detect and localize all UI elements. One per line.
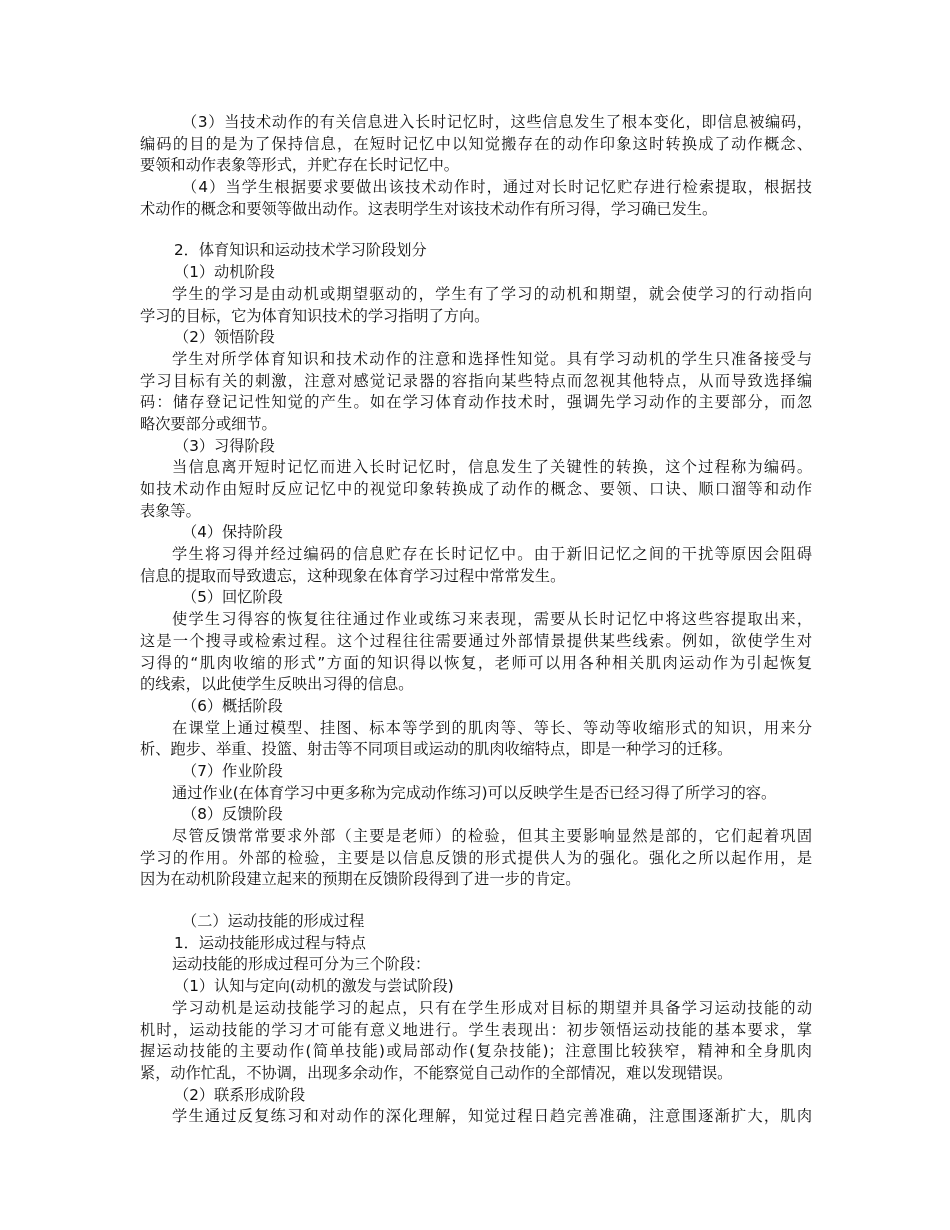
text-line: （3）习得阶段 [174, 436, 275, 455]
document-body [140, 112, 812, 1128]
text-line: 如技术动作由短时反应记忆中的视觉印象转换成了动作的概念、要领、口诀、顺口溜等和动作 [140, 480, 812, 498]
text-line: （2）领悟阶段 [174, 328, 275, 347]
text-line: （6）概括阶段 [182, 696, 283, 715]
text-line: （4）当学生根据要求要做出该技术动作时，通过对长时记忆贮存进行检索提取，根据技 [182, 178, 812, 197]
text-line: 学习的作用。外部的检验，主要是以信息反馈的形式提供人为的强化。强化之所以起作用，是 [140, 848, 812, 867]
text-line: 机时，运动技能的学习才可能有意义地进行。学生表现出：初步领悟运动技能的基本要求，掌 [140, 1020, 812, 1039]
text-line: 运动技能的形成过程可分为三个阶段： [172, 955, 431, 974]
text-line: （2）联系形成阶段 [174, 1085, 306, 1104]
text-line: 尽管反馈常常要求外部（主要是老师）的检验，但其主要影响显然是部的，它们起着巩固 [172, 827, 812, 845]
text-line: 紧，动作忙乱，不协调，出现多余动作，不能察觉自己动作的全部情况，难以发现错误。 [140, 1063, 733, 1082]
text-line: 通过作业(在体育学习中更多称为完成动作练习)可以反映学生是否已经习得了所学习的容。 [172, 783, 777, 802]
text-line: 学生将习得并经过编码的信息贮存在长时记忆中。由于新旧记忆之间的干扰等原因会阻碍 [172, 545, 812, 564]
text-line: 握运动技能的主要动作(简单技能)或局部动作(复杂技能)；注意围比较狭窄，精神和全身肌肉 [140, 1042, 812, 1061]
text-line: 术动作的概念和要领等做出动作。这表明学生对该技术动作有所习得，学习确已发生。 [140, 199, 718, 218]
text-line: 学生对所学体育知识和技术动作的注意和选择性知觉。具有学习动机的学生只准备接受与 [172, 349, 812, 368]
text-line: 信息的提取而导致遗忘，这种现象在体育学习过程中常常发生。 [140, 566, 566, 585]
text-line: （7）作业阶段 [182, 761, 283, 780]
text-line: 这是一个搜寻或检索过程。这个过程往往需要通过外部情景提供某些线索。例如，欲使学生对 [140, 631, 812, 650]
text-line: 编码的目的是为了保持信息，在短时记忆中以知觉搬存在的动作印象这时转换成了动作概念、 [140, 134, 812, 153]
text-line: （1）动机阶段 [174, 263, 275, 282]
text-line: 1．运动技能形成过程与特点 [174, 933, 366, 952]
text-line: 因为在动机阶段建立起来的预期在反馈阶段得到了进一步的肯定。 [140, 870, 581, 889]
text-line: 学生通过反复练习和对动作的深化理解，知觉过程日趋完善准确，注意围逐渐扩大，肌肉 [172, 1107, 812, 1126]
text-line: 学习的目标，它为体育知识技术的学习指明了方向。 [140, 306, 490, 325]
text-line: 学习动机是运动技能学习的起点，只有在学生形成对目标的期望并具备学习运动技能的动 [172, 998, 812, 1017]
text-line: 表象等。 [140, 501, 201, 520]
text-line: 使学生习得容的恢复往往通过作业或练习来表现，需要从长时记忆中将这些容提取出来， [172, 610, 812, 629]
text-line: 要领和动作表象等形式，并贮存在长时记忆中。 [140, 156, 459, 175]
text-line: 略次要部分或细节。 [140, 414, 277, 433]
text-line: 当信息离开短时记忆而进入长时记忆时，信息发生了关键性的转换，这个过程称为编码。 [172, 458, 812, 477]
text-line: （1）认知与定向(动机的激发与尝试阶段) [174, 977, 454, 996]
text-line: （3）当技术动作的有关信息进入长时记忆时，这些信息发生了根本变化，即信息被编码， [182, 113, 812, 131]
text-line: 习得的“肌肉收缩的形式”方面的知识得以恢复，老师可以用各种相关肌肉运动作为引起恢复 [140, 653, 812, 672]
paragraph-gap [140, 220, 812, 240]
text-line: （4）保持阶段 [182, 523, 283, 542]
text-line: 的线索，以此使学生反映出习得的信息。 [140, 675, 414, 694]
text-line: 码：储存登记记性知觉的产生。如在学习体育动作技术时，强调先学习动作的主要部分，而忽 [140, 393, 812, 412]
paragraph-gap [140, 891, 812, 911]
text-line: 析、跑步、举重、投篮、射击等不同项目或运动的肌肉收缩特点，即是一种学习的迁移。 [140, 740, 733, 759]
text-line: 在课堂上通过模型、挂图、标本等学到的肌肉等、等长、等动等收缩形式的知识，用来分 [172, 718, 812, 737]
text-line: 学生的学习是由动机或期望驱动的，学生有了学习的动机和期望，就会使学习的行动指向 [172, 284, 812, 303]
text-line: 学习目标有关的刺激，注意对感觉记录器的容指向某些特点而忽视其他特点，从而导致选择编 [140, 371, 812, 390]
text-line: （8）反馈阶段 [182, 805, 283, 824]
text-line: 2．体育知识和运动技术学习阶段划分 [174, 241, 427, 260]
text-line: （5）回忆阶段 [182, 588, 283, 607]
text-line: （二）运动技能的形成过程 [182, 912, 365, 931]
